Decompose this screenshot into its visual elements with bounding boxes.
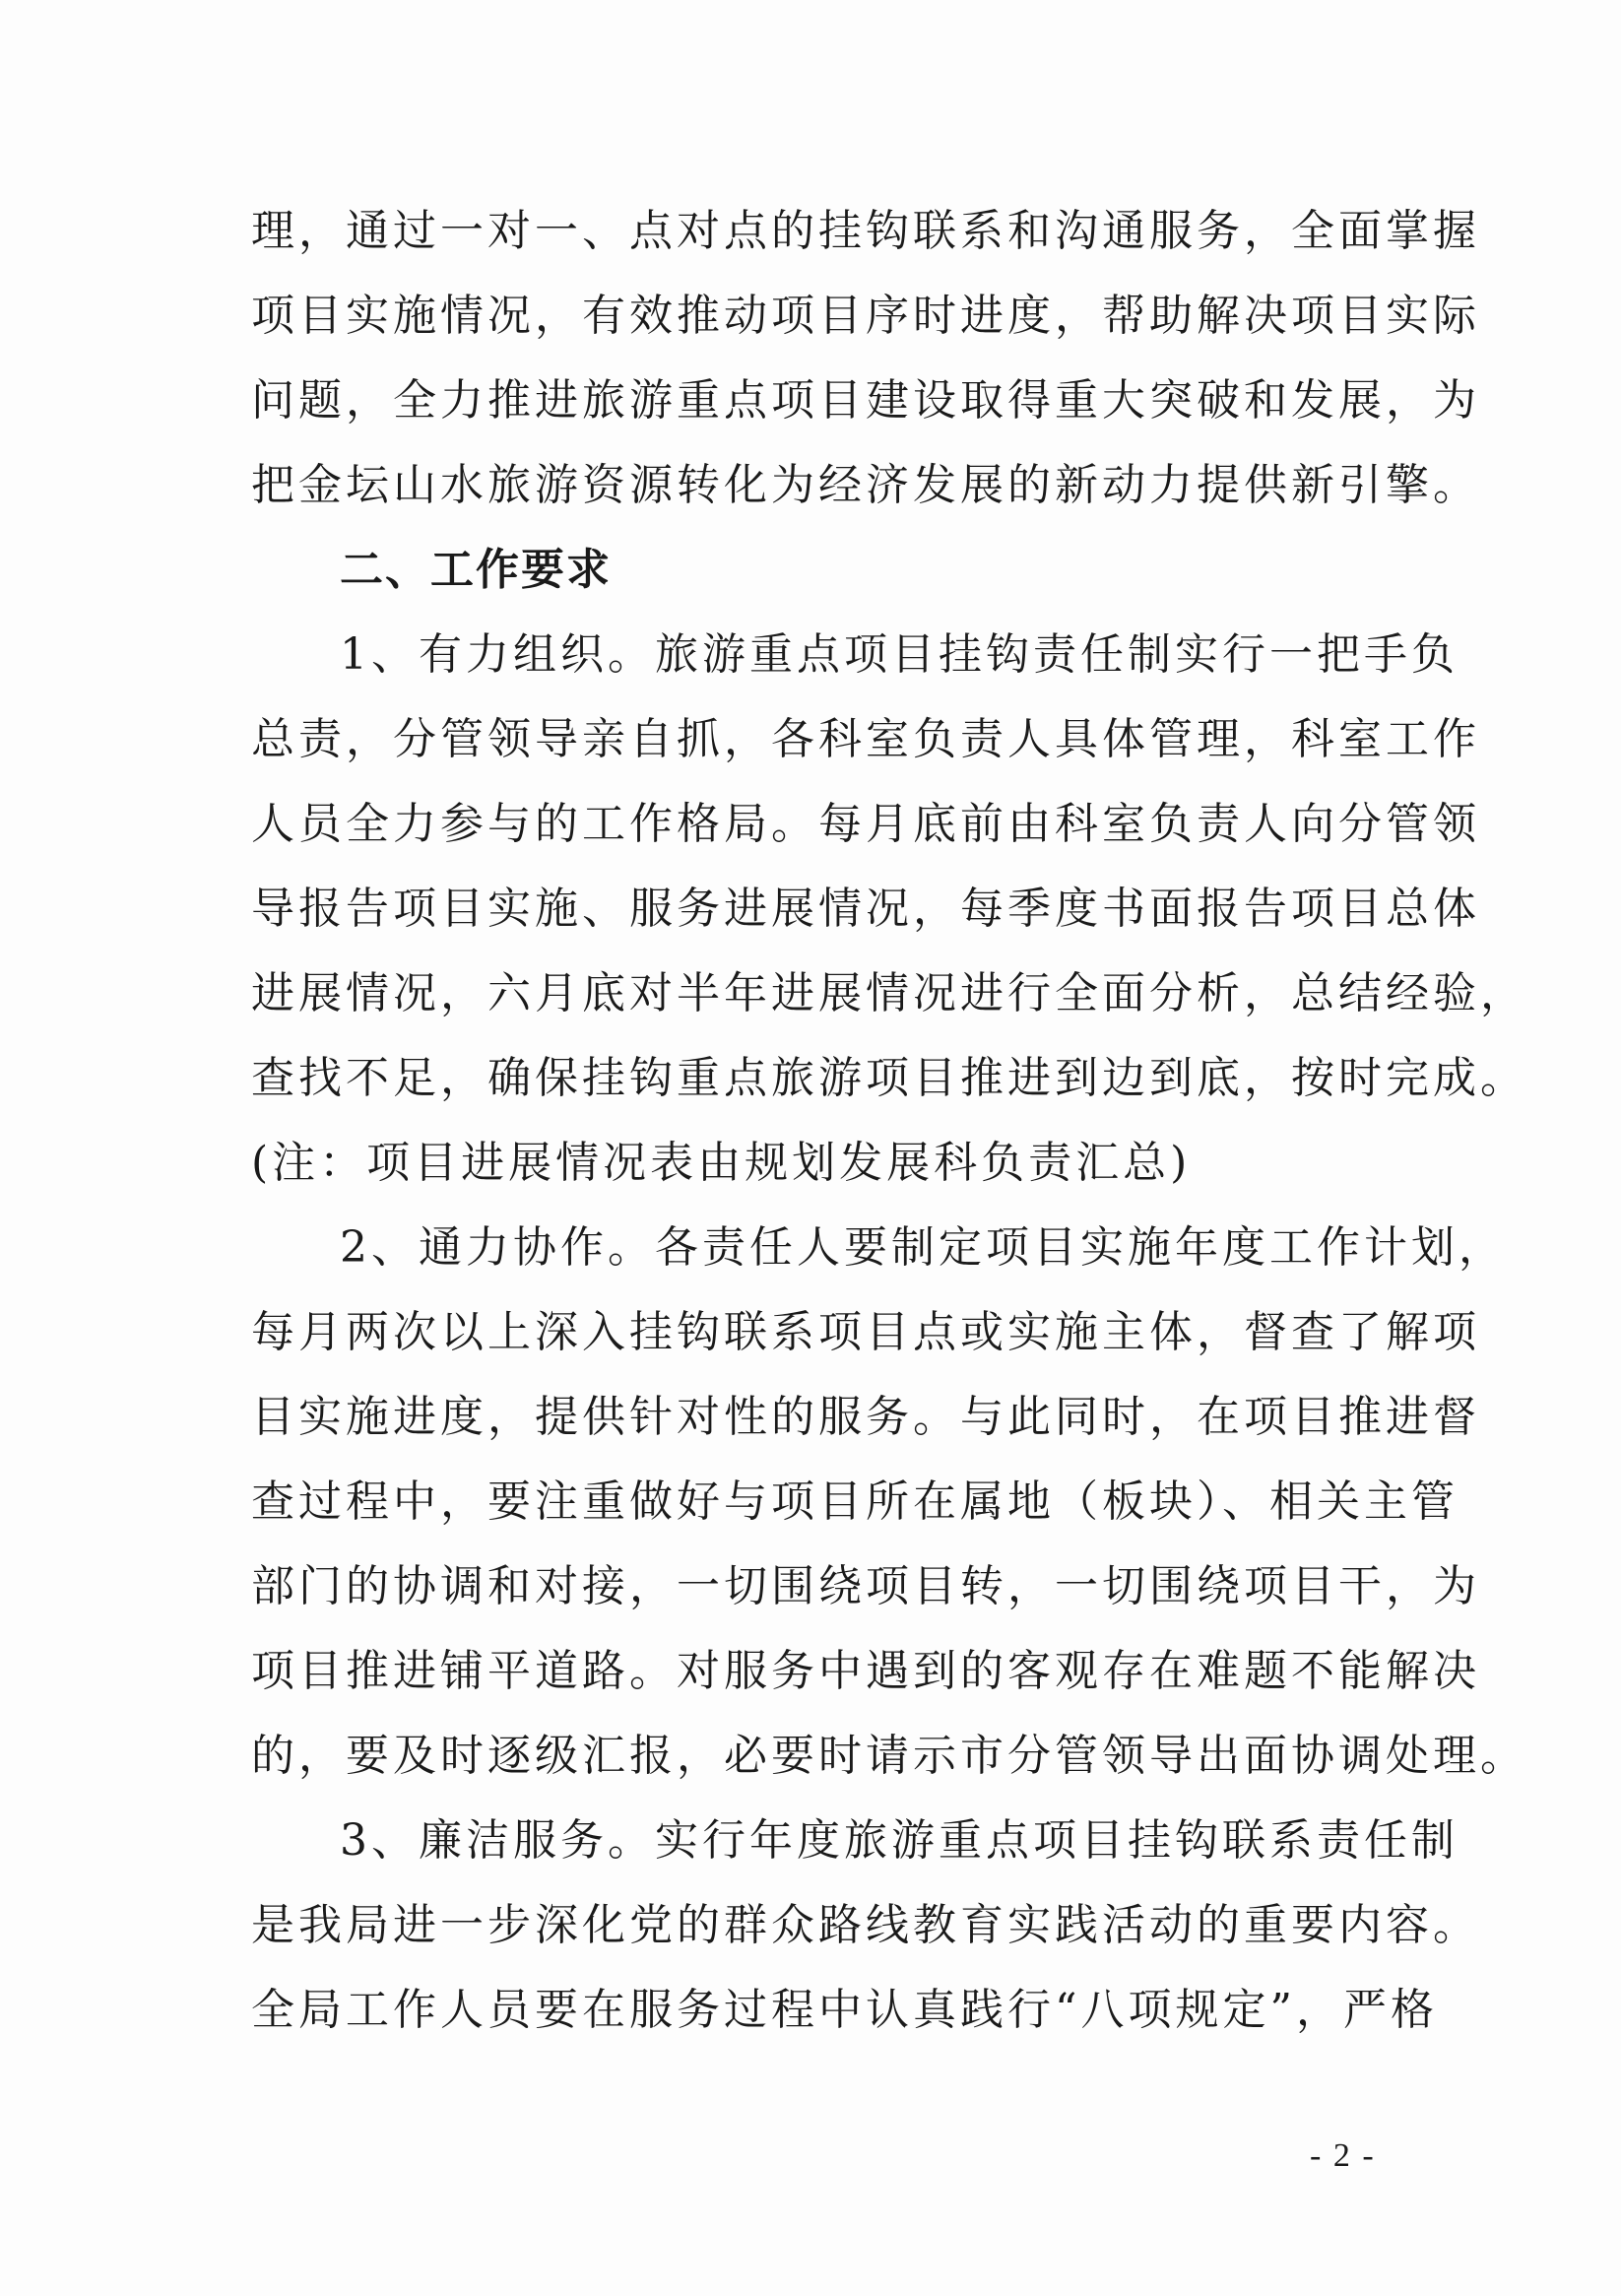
paragraph-line: 全局工作人员要在服务过程中认真践行“八项规定”，严格: [251, 1985, 1438, 2035]
page-number: - 2 -: [1310, 2137, 1376, 2174]
paragraph-line: 是我局进一步深化党的群众路线教育实践活动的重要内容。: [251, 1900, 1480, 1950]
paragraph-line: 3、廉洁服务。实行年度旅游重点项目挂钩联系责任制: [340, 1815, 1459, 1866]
paragraph-line: 每月两次以上深入挂钩联系项目点或实施主体，督查了解项: [251, 1307, 1480, 1357]
paragraph-line: 1、有力组织。旅游重点项目挂钩责任制实行一把手负: [340, 629, 1459, 680]
paragraph-line: 问题，全力推进旅游重点项目建设取得重大突破和发展，为: [251, 375, 1480, 426]
paragraph-line: (注：项目进展情况表由规划发展科负责汇总): [251, 1138, 1192, 1188]
paragraph-line: 目实施进度，提供针对性的服务。与此同时，在项目推进督: [251, 1392, 1480, 1442]
paragraph-line: 部门的协调和对接，一切围绕项目转，一切围绕项目干，为: [251, 1561, 1480, 1611]
paragraph-line: 查过程中，要注重做好与项目所在属地（板块）、相关主管: [251, 1476, 1459, 1527]
paragraph-line: 进展情况，六月底对半年进展情况进行全面分析，总结经验，: [251, 968, 1527, 1018]
paragraph-line: 2、通力协作。各责任人要制定项目实施年度工作计划，: [340, 1222, 1506, 1273]
paragraph-line: 导报告项目实施、服务进展情况，每季度书面报告项目总体: [251, 884, 1480, 934]
paragraph-line: 查找不足，确保挂钩重点旅游项目推进到边到底，按时完成。: [251, 1053, 1527, 1103]
paragraph-line: 人员全力参与的工作格局。每月底前由科室负责人向分管领: [251, 799, 1480, 849]
paragraph-line: 项目推进铺平道路。对服务中遇到的客观存在难题不能解决: [251, 1646, 1480, 1696]
paragraph-line: 理，通过一对一、点对点的挂钩联系和沟通服务，全面掌握: [251, 206, 1480, 256]
paragraph-line: 把金坛山水旅游资源转化为经济发展的新动力提供新引擎。: [251, 460, 1480, 510]
paragraph-line: 的，要及时逐级汇报，必要时请示市分管领导出面协调处理。: [251, 1731, 1527, 1781]
paragraph-line: 项目实施情况，有效推动项目序时进度，帮助解决项目实际: [251, 291, 1480, 341]
paragraph-line: 总责，分管领导亲自抓，各科室负责人具体管理，科室工作: [251, 714, 1480, 764]
section-heading: 二、工作要求: [340, 545, 612, 595]
